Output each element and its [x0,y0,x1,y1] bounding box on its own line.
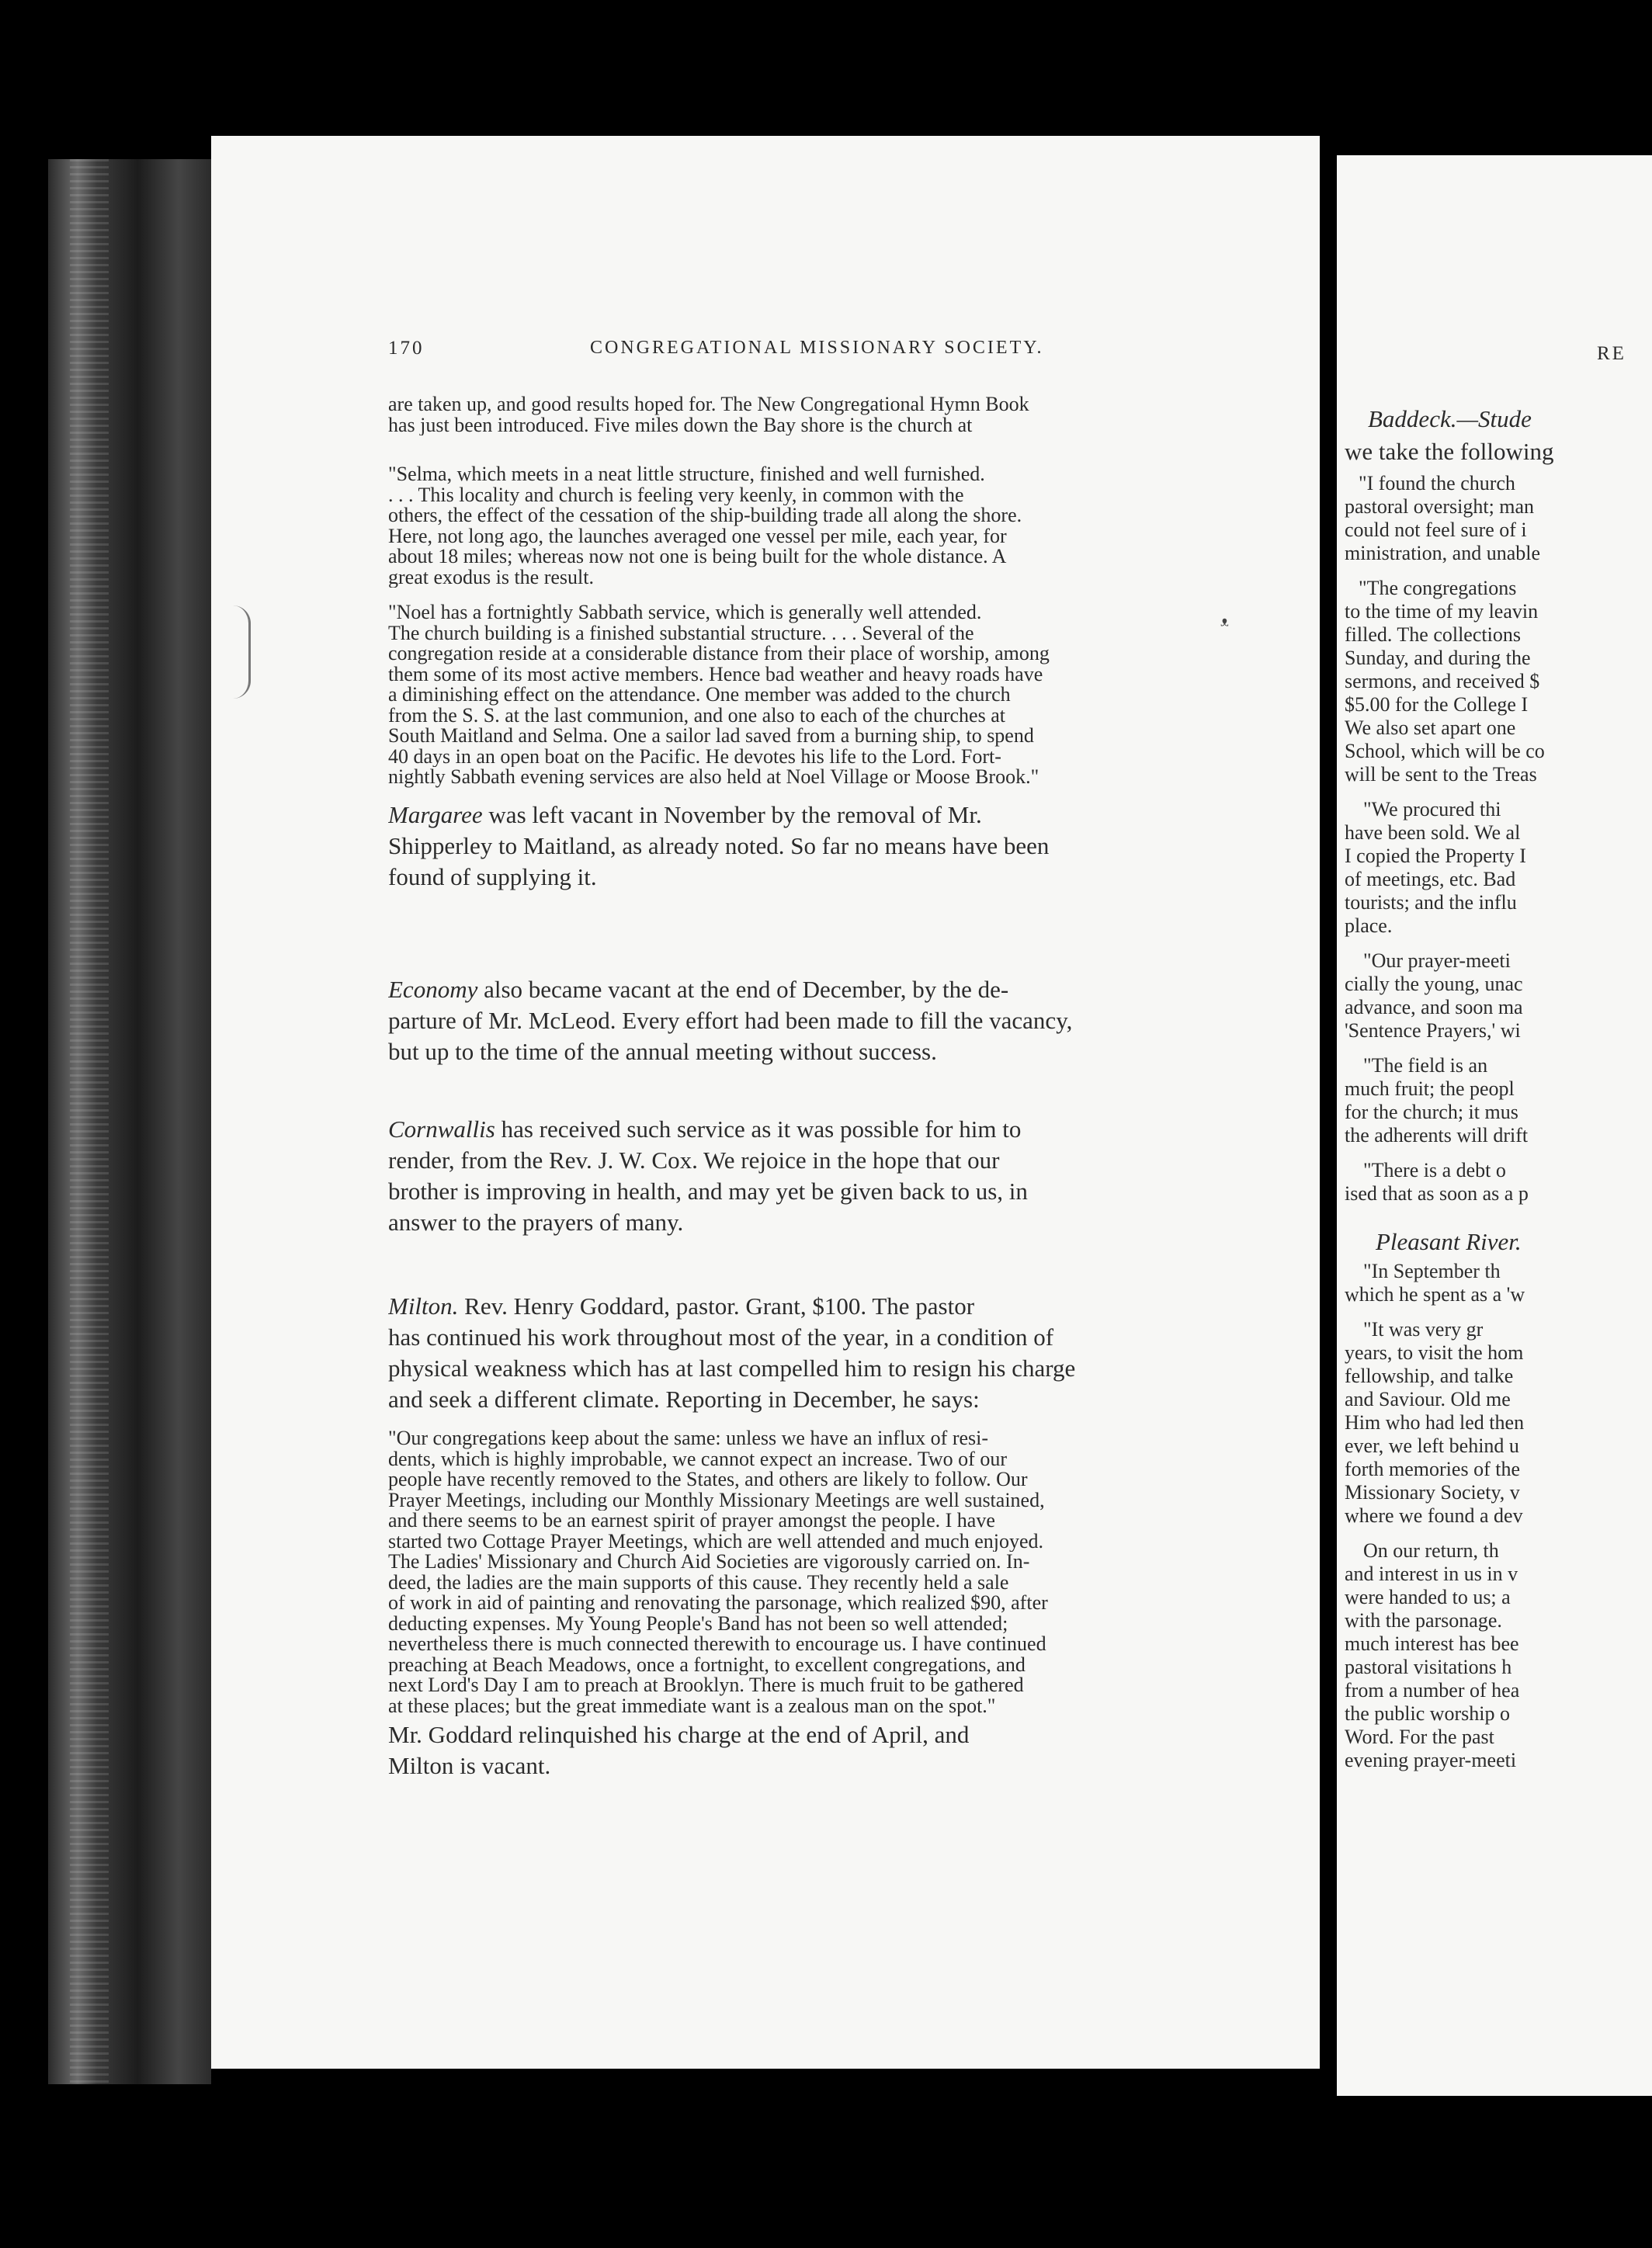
right-text-line: evening prayer-meeti [1345,1749,1517,1771]
right-text-line: filled. The collections [1345,623,1521,646]
right-text-line: were handed to us; a [1345,1586,1511,1608]
right-text-line: years, to visit the hom [1345,1341,1524,1364]
right-text-line: pastoral oversight; man [1345,495,1535,518]
text-line: has just been introduced. Five miles down the Bay shore is the church at [388,415,973,435]
right-page [1337,155,1652,2096]
text-line: 40 days in an open boat on the Pacific. He devotes his life to the Lord. Fort- [388,746,1001,767]
text-line: from the S. S. at the last communion, and one also to each of the churches at [388,705,1005,726]
right-text-line: the public worship o [1345,1702,1511,1725]
text-line: at these places; but the great immediate want is a zealous man on the spot." [388,1695,996,1716]
right-text-line: from a number of hea [1345,1679,1520,1702]
right-text-line: where we found a dev [1345,1504,1523,1527]
right-text-line: "The congregations [1359,577,1517,599]
text-line: and seek a different climate. Reporting in December, he says: [388,1386,980,1413]
paragraph-margaree [388,800,1285,893]
left-page [211,136,1320,2069]
right-text-line: forth memories of the [1345,1458,1520,1480]
text-line: "Selma, which meets in a neat little structure, finished and well furnished. [388,464,985,485]
right-text-line: much interest has bee [1345,1632,1519,1655]
right-text-line: "We procured thi [1363,798,1501,820]
right-text-line: and interest in us in v [1345,1563,1518,1585]
text-line: them some of its most active members. Hence bad weather and heavy roads have [388,664,1043,685]
text-line: but up to the time of the annual meeting without success. [388,1038,937,1065]
text-line: parture of Mr. McLeod. Every effort had been made to fill the vacancy, [388,1007,1073,1034]
right-text-line: place. [1345,914,1393,937]
right-text-line: will be sent to the Treas [1345,763,1537,786]
right-text-line: cially the young, unac [1345,973,1523,995]
right-text-line: "I found the church [1359,472,1515,494]
text-line: Milton. Rev. Henry Goddard, pastor. Grant, $100. The pastor [388,1292,975,1320]
text-line: great exodus is the result. [388,567,594,588]
text-line: answer to the prayers of many. [388,1209,684,1236]
right-text-line: ministration, and unable [1345,542,1541,564]
text-line: Shipperley to Maitland, as already noted. So far no means have been [388,832,1050,859]
right-text-line: Baddeck.—Stude [1368,405,1532,432]
text-line: Cornwallis has received such service as it was possible for him to [388,1115,1022,1143]
right-text-line: "There is a debt o [1363,1159,1506,1181]
text-line: physical weakness which has at last compelled him to resign his charge [388,1355,1076,1382]
text-line: "Noel has a fortnightly Sabbath service, which is generally well attended. [388,602,982,623]
text-line: has continued his work throughout most of the year, in a condition of [388,1323,1054,1351]
quote-noel [388,602,1285,788]
text-line: dents, which is highly improbable, we cannot expect an increase. Two of our [388,1448,1007,1469]
paragraph-cornwallis [388,1114,1285,1238]
text-line: Margaree was left vacant in November by the removal of Mr. [388,801,982,828]
paragraph-hymn-book [388,394,1285,435]
right-text-line: "In September th [1363,1260,1501,1282]
right-text-line: Sunday, and during the [1345,647,1531,669]
margin-bracket-mark [233,605,251,699]
right-text-line: to the time of my leavin [1345,600,1539,623]
right-text-line: pastoral visitations h [1345,1656,1512,1678]
right-text-line: ever, we left behind u [1345,1434,1519,1457]
text-line: deducting expenses. My Young People's Band has not been so well attended; [388,1613,1008,1634]
text-line: Here, not long ago, the launches averaged one vessel per mile, each year, for [388,526,1007,546]
text-line: started two Cottage Prayer Meetings, which are well attended and much enjoyed. [388,1531,1044,1552]
right-text-line: could not feel sure of i [1345,519,1527,541]
right-text-line: 'Sentence Prayers,' wi [1345,1019,1521,1042]
text-line: preaching at Beach Meadows, once a fortnight, to excellent congregations, and [388,1654,1026,1675]
text-line: and there seems to be an earnest spirit of prayer amongst the people. I have [388,1511,995,1532]
right-text-line: Missionary Society, v [1345,1481,1520,1504]
paragraph-goddard-resigned [388,1719,1285,1781]
right-text-line: School, which will be co [1345,740,1545,762]
right-text-line: "Our prayer-meeti [1363,949,1511,972]
right-text-line: of meetings, etc. Bad [1345,868,1516,890]
text-line: Economy also became vacant at the end of December, by the de- [388,976,1009,1003]
right-text-line: On our return, th [1363,1539,1499,1562]
right-text-line: sermons, and received $ [1345,670,1540,692]
text-line: people have recently removed to the States, and others are likely to follow. Our [388,1469,1028,1490]
text-line: brother is improving in health, and may yet be given back to us, in [388,1178,1028,1205]
right-text-line: have been sold. We al [1345,821,1521,844]
right-text-line: and Saviour. Old me [1345,1388,1511,1410]
text-line: Mr. Goddard relinquished his charge at the end of April, and [388,1721,970,1748]
book-spine-edge [48,159,211,2084]
right-text-line: much fruit; the peopl [1345,1077,1515,1100]
text-line: a diminishing effect on the attendance. One member was added to the church [388,685,1011,706]
right-text-line: We also set apart one [1345,716,1516,739]
right-text-line: for the church; it mus [1345,1101,1518,1123]
right-text-line: we take the following [1345,438,1554,465]
text-line: nevertheless there is much connected therewith to encourage us. I have continued [388,1634,1046,1655]
right-text-line: "It was very gr [1363,1318,1484,1341]
text-line: The Ladies' Missionary and Church Aid Societies are vigorously carried on. In- [388,1552,1030,1573]
text-line: next Lord's Day I am to preach at Brooklyn. There is much fruit to be gathered [388,1675,1024,1696]
text-line: are taken up, and good results hoped for. The New Congregational Hymn Book [388,394,1029,415]
pencil-mark: ᵜ [1220,611,1229,640]
text-line: The church building is a finished substantial structure. . . . Several of the [388,623,974,644]
text-line: of work in aid of painting and renovating the parsonage, which realized $90, after [388,1593,1048,1614]
running-head: CONGREGATIONAL MISSIONARY SOCIETY. [590,338,1044,358]
right-text-line: fellowship, and talke [1345,1365,1514,1387]
right-text-line: Word. For the past [1345,1726,1494,1748]
right-text-line: advance, and soon ma [1345,996,1523,1018]
paragraph-economy [388,974,1285,1067]
running-head-right: RE [1597,343,1626,364]
text-line: found of supplying it. [388,863,597,890]
right-text-line: I copied the Property I [1345,845,1526,867]
text-line: about 18 miles; whereas now not one is being built for the whole distance. A [388,546,1007,567]
text-line: congregation reside at a considerable distance from their place of worship, among [388,644,1050,664]
text-line: Milton is vacant. [388,1752,551,1779]
text-line: render, from the Rev. J. W. Cox. We rejoice in the hope that our [388,1147,1000,1174]
right-text-line: ised that as soon as a p [1345,1182,1529,1205]
quote-selma [388,464,1285,588]
page-number: 170 [388,338,425,359]
paragraph-milton [388,1291,1285,1415]
right-text-line: tourists; and the influ [1345,891,1517,914]
right-text-line: "The field is an [1363,1054,1488,1077]
right-text-line: which he spent as a 'w [1345,1283,1525,1306]
text-line: Prayer Meetings, including our Monthly Missionary Meetings are well sustained, [388,1490,1045,1511]
right-text-line: Pleasant River. [1376,1228,1522,1255]
text-line: South Maitland and Selma. One a sailor lad saved from a burning ship, to spend [388,726,1034,747]
right-text-line: $5.00 for the College I [1345,693,1529,716]
right-text-line: with the parsonage. [1345,1609,1502,1632]
text-line: nightly Sabbath evening services are also held at Noel Village or Moose Brook." [388,767,1039,788]
right-text-line: the adherents will drift [1345,1124,1529,1147]
right-text-line: Him who had led then [1345,1411,1525,1434]
text-line: . . . This locality and church is feeling very keenly, in common with the [388,484,964,505]
text-line: "Our congregations keep about the same: unless we have an influx of resi- [388,1428,989,1449]
text-line: others, the effect of the cessation of the ship-building trade all along the shore. [388,505,1022,526]
quote-goddard-report [388,1428,1285,1716]
text-line: deed, the ladies are the main supports of this cause. They recently held a sale [388,1572,1009,1593]
